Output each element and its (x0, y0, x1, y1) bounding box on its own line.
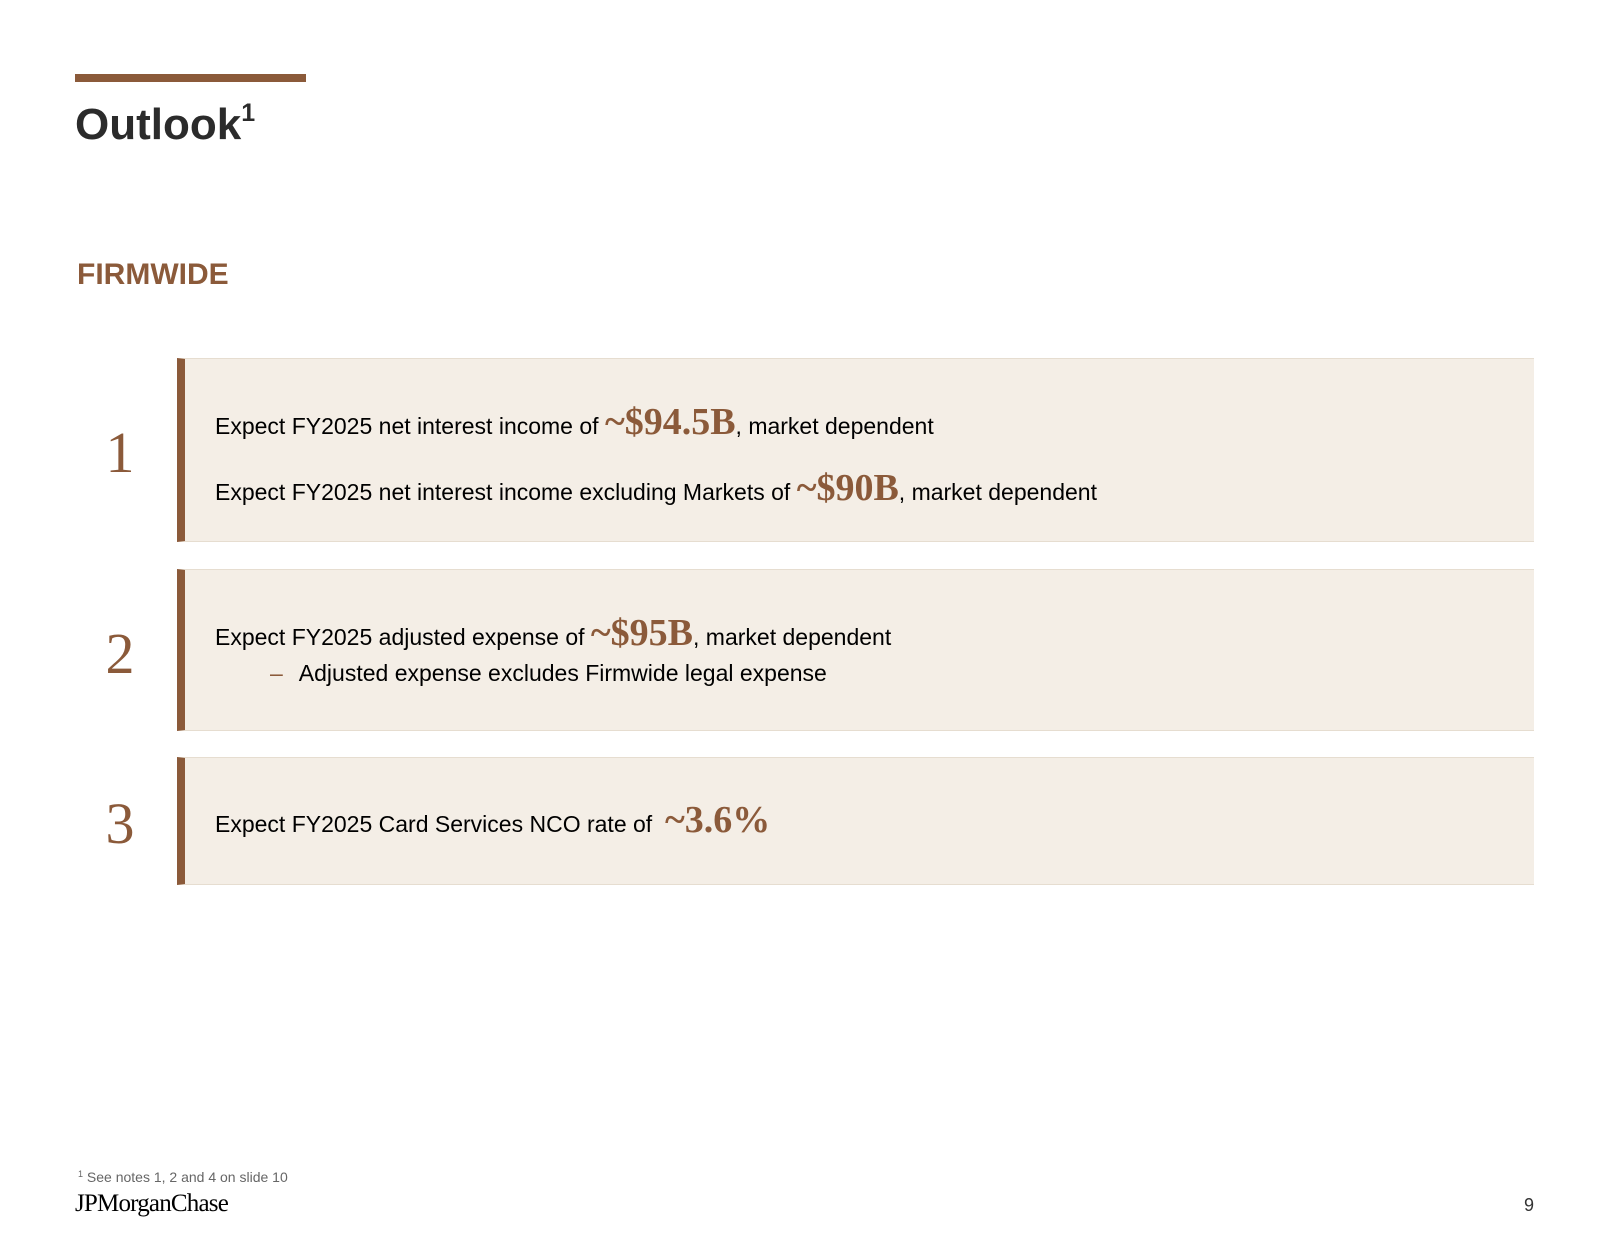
item-panel (177, 358, 1534, 542)
highlight-value: ~$90B (796, 467, 899, 509)
sub-bullet-text: Adjusted expense excludes Firmwide legal expense (298, 660, 827, 686)
item-number: 1 (105, 420, 135, 485)
highlight-value: ~3.6% (664, 799, 771, 841)
outlook-item-3 (0, 757, 1600, 885)
sub-bullet-dash: – (270, 660, 283, 686)
line-text: Expect FY2025 Card Services NCO rate of (215, 811, 665, 837)
footnote-marker: 1 (78, 1169, 84, 1179)
footnote (78, 1169, 288, 1185)
item-panel (177, 569, 1534, 731)
section-label: FIRMWIDE (77, 258, 229, 291)
page-title-text: Outlook (75, 100, 242, 149)
line-text: Expect FY2025 net interest income of (215, 413, 605, 439)
item-number: 3 (105, 791, 135, 856)
title-footnote-marker: 1 (241, 99, 256, 127)
item-number: 2 (105, 621, 135, 686)
item-line (215, 801, 770, 839)
line-text: Expect FY2025 net interest income excluding Markets of (215, 479, 797, 505)
footnote-text: See notes 1, 2 and 4 on slide 10 (83, 1169, 288, 1185)
line-suffix: , market dependent (898, 479, 1097, 505)
line-suffix: , market dependent (735, 413, 934, 439)
outlook-item-1 (0, 358, 1600, 542)
sub-bullet (270, 662, 827, 685)
outlook-item-2 (0, 569, 1600, 731)
item-line (215, 469, 1097, 507)
highlight-value: ~$94.5B (604, 401, 736, 443)
line-text: Expect FY2025 adjusted expense of (215, 624, 591, 650)
page-number: 9 (1523, 1195, 1534, 1215)
highlight-value: ~$95B (590, 612, 694, 654)
item-line (215, 403, 934, 441)
title-accent-rule (75, 74, 306, 82)
item-line (215, 614, 891, 652)
company-logo: JPMorganChase (75, 1190, 229, 1217)
page-title (75, 99, 256, 149)
item-panel (177, 757, 1534, 885)
line-suffix: , market dependent (693, 624, 892, 650)
